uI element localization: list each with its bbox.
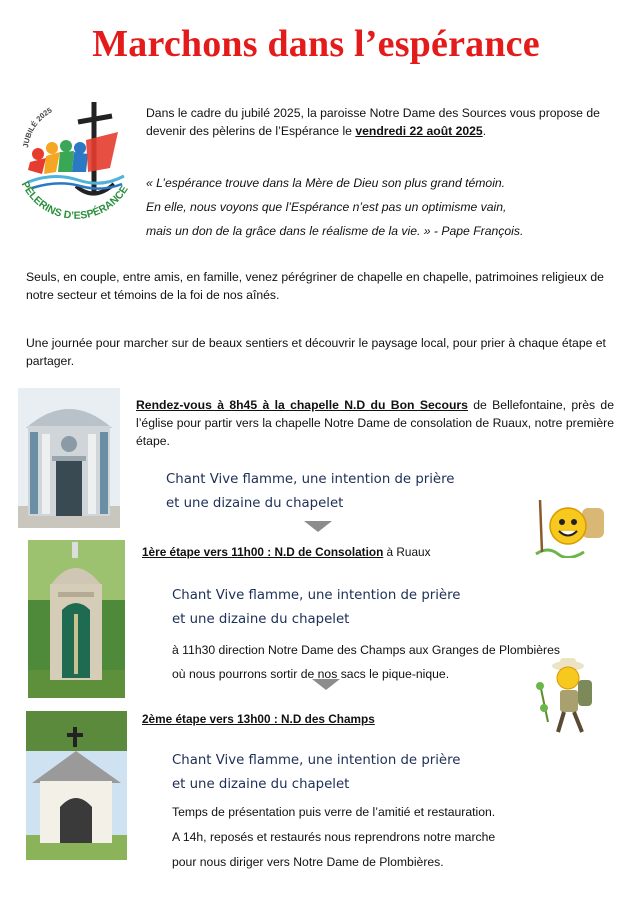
arrow-down-icon: [304, 521, 332, 532]
stage-2-heading: 2ème étape vers 13h00 : N.D des Champs: [142, 712, 375, 726]
smiley-walker-icon: [530, 656, 606, 738]
pope-quote: « L’espérance trouve dans la Mère de Dieu son plus grand témoin. En elle, nous voyons que l’Espérance n’est pas un optimisme vain, mais un don de la grâce dans le réalisme de la vie. » - Pape François.: [146, 176, 524, 238]
intro-text: Dans le cadre du jubilé 2025, la paroisse Notre Dame des Sources vous propose de devenir des pèlerins de l’Espérance le vendredi 22 août 2025.: [146, 106, 600, 138]
event-date: vendredi 22 août 2025: [355, 124, 483, 138]
chant-block-1: Chant Vive flamme, une intention de prière et une dizaine du chapelet: [166, 472, 455, 511]
chant-block-3: Chant Vive flamme, une intention de prière et une dizaine du chapelet: [172, 753, 461, 792]
arrow-down-icon: [312, 679, 340, 690]
chapel-bon-secours-photo: [18, 388, 120, 528]
stage-1-heading: 1ère étape vers 11h00 : N.D de Consolation à Ruaux: [142, 545, 431, 559]
stage-1-info: à 11h30 direction Notre Dame des Champs aux Granges de Plombières où nous pourrons sortir de nos sacs le pique-nique.: [172, 643, 560, 681]
jubilee-logo: [14, 96, 136, 224]
page-title: Marchons dans l’espérance: [92, 23, 540, 65]
meeting-point-text: Rendez-vous à 8h45 à la chapelle N.D du Bon Secours de Bellefontaine, près de l’église pour partir vers la chapelle Notre Dame de consolation de Ruaux, notre première étape.: [136, 398, 614, 448]
invitation-paragraph: Seuls, en couple, entre amis, en famille, venez pérégriner de chapelle en chapelle, patrimoines religieux de notre secteur et témoins de la foi de nos aînés.: [26, 270, 604, 302]
svg-text:PÈLERINS D’ESPÉRANCE: PÈLERINS D’ESPÉRANCE: [18, 179, 131, 222]
svg-text:JUBILÉ 2025: JUBILÉ 2025: [21, 105, 54, 149]
stage-2-info: Temps de présentation puis verre de l’amitié et restauration. A 14h, reposés et restaurés nous reprendrons notre marche pour nous diriger vers Notre Dame de Plombières.: [172, 805, 496, 869]
day-description-paragraph: Une journée pour marcher sur de beaux sentiers et découvrir le paysage local, pour prier à chaque étape et partager.: [26, 336, 606, 368]
chant-block-2: Chant Vive flamme, une intention de prière et une dizaine du chapelet: [172, 588, 461, 627]
chapel-notre-dame-des-champs-photo: [26, 711, 127, 860]
chapel-consolation-photo: [28, 540, 125, 698]
smiley-hiker-icon: [528, 496, 612, 558]
